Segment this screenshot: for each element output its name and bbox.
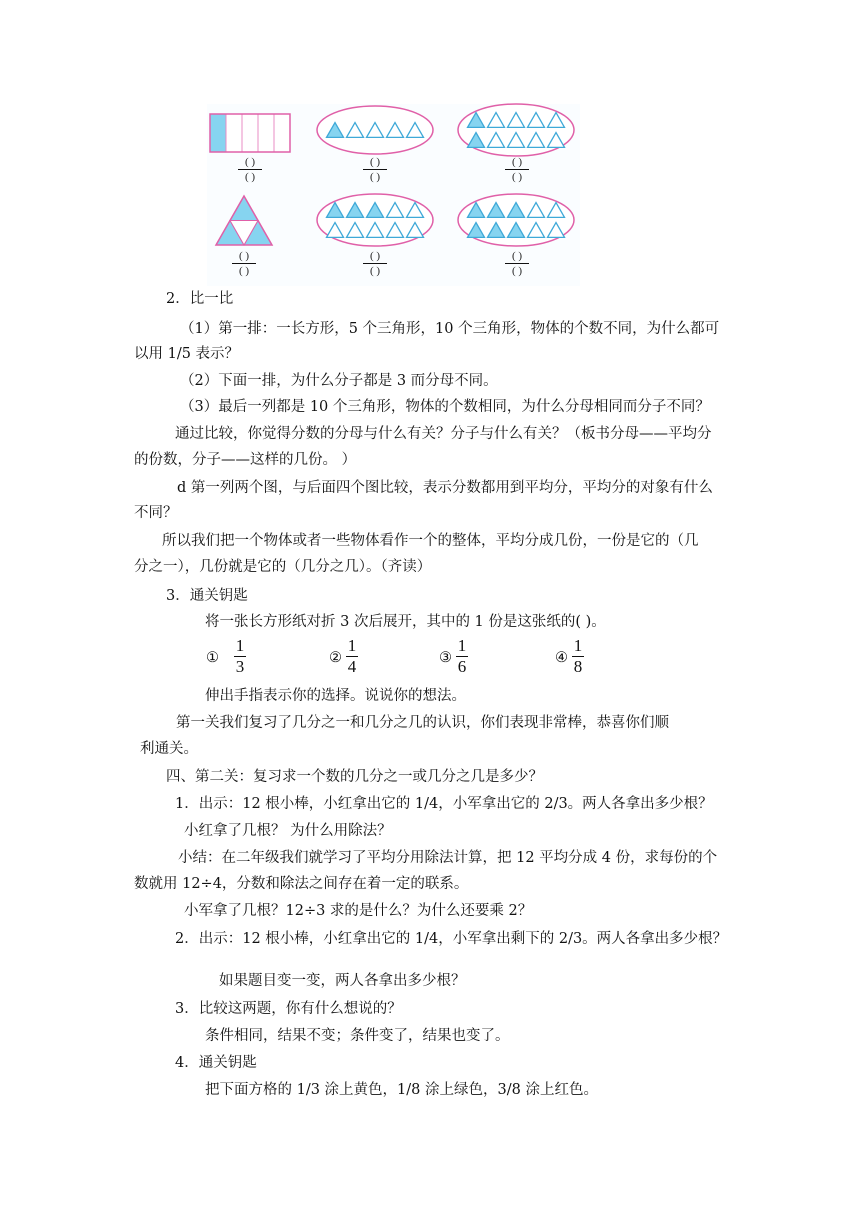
option-fraction xyxy=(572,637,584,676)
item-4-2: 2．出示：12 根小棒，小红拿出它的 1/4，小军拿出剩下的 2/3。两人各拿出多少根？ xyxy=(175,931,728,947)
summary-1-line-1: 第一关我们复习了几分之一和几分之几的认识，你们表现非常棒，恭喜你们顺 xyxy=(176,715,669,731)
paragraph-1-line-2: 的份数，分子——这样的几份。 ） xyxy=(134,452,357,468)
item-4-1-question-2: 小军拿了几根？12÷3 求的是什么？为什么还要乘 2？ xyxy=(184,903,533,919)
rectangle-part xyxy=(226,114,242,152)
blank-label: ( ) xyxy=(511,265,523,277)
numerator: 1 xyxy=(235,636,245,655)
section-2-title: 2．比一比 xyxy=(166,291,234,307)
blank-label: ( ) xyxy=(511,250,523,262)
summary-1-line-2: 利通关。 xyxy=(140,741,198,757)
option-marker: ① xyxy=(206,650,219,666)
question-1-line-2: 以用 1/5 表示？ xyxy=(134,346,240,362)
item-4-1-question: 小红拿了几根？ 为什么用除法？ xyxy=(184,823,392,839)
fraction-blank xyxy=(361,156,389,183)
denominator: 4 xyxy=(347,657,357,676)
question-2: （2）下面一排，为什么分子都是 3 而分母不同。 xyxy=(180,373,498,389)
blank-label: ( ) xyxy=(511,156,523,168)
paragraph-3-line-1: 所以我们把一个物体或者一些物体看作一个的整体，平均分成几份，一份是它的（几 xyxy=(162,533,699,549)
rectangle-part xyxy=(274,114,290,152)
option-marker: ② xyxy=(329,650,342,666)
option-fraction xyxy=(234,637,246,676)
item-4-3-answer: 条件相同，结果不变；条件变了，结果也变了。 xyxy=(205,1028,510,1044)
blank-label: ( ) xyxy=(369,250,381,262)
blank-label: ( ) xyxy=(369,171,381,183)
rectangle-part xyxy=(242,114,258,152)
numerator: 1 xyxy=(457,636,467,655)
item-4-3: 3．比较这两题，你有什么想说的？ xyxy=(175,1001,402,1017)
summary-2-line-1: 小结：在二年级我们就学习了平均分用除法计算，把 12 平均分成 4 份，求每份的个 xyxy=(178,850,718,866)
item-4-4: 4．通关钥匙 xyxy=(175,1055,257,1071)
fraction-blank xyxy=(503,156,531,183)
option-fraction xyxy=(456,637,468,676)
paragraph-2-line-1: d 第一列两个图，与后面四个图比较，表示分数都用到平均分，平均分的对象有什么 xyxy=(177,480,713,496)
section-3-follow: 伸出手指表示你的选择。说说你的想法。 xyxy=(205,688,466,704)
section-3-question: 将一张长方形纸对折 3 次后展开，其中的 1 份是这张纸的( )。 xyxy=(205,614,606,630)
denominator: 3 xyxy=(235,657,245,676)
numerator: 1 xyxy=(573,636,583,655)
option-marker: ④ xyxy=(555,650,568,666)
rectangle-part xyxy=(210,114,226,152)
blank-label: ( ) xyxy=(511,171,523,183)
paragraph-2-line-2: 不同？ xyxy=(134,505,178,521)
blank-label: ( ) xyxy=(369,156,381,168)
denominator: 8 xyxy=(573,657,583,676)
item-4-2-question: 如果题目变一变，两人各拿出多少根？ xyxy=(219,973,466,989)
item-4-1: 1．出示：12 根小棒，小红拿出它的 1/4，小军拿出它的 2/3。两人各拿出多少根？ xyxy=(175,796,713,812)
paragraph-1-line-1: 通过比较，你觉得分数的分母与什么有关？分子与什么有关？（板书分母——平均分 xyxy=(175,426,712,442)
blank-label: ( ) xyxy=(238,265,250,277)
question-1-line-1: （1）第一排：一长方形，5 个三角形，10 个三角形，物体的个数不同，为什么都可 xyxy=(180,321,720,337)
fraction-blank xyxy=(503,250,531,277)
denominator: 6 xyxy=(457,657,467,676)
fraction-blank xyxy=(361,250,389,277)
blank-label: ( ) xyxy=(244,156,256,168)
option-marker: ③ xyxy=(439,650,452,666)
fraction-blank xyxy=(230,250,258,277)
question-3: （3）最后一列都是 10 个三角形，物体的个数相同，为什么分母相同而分子不同？ xyxy=(180,399,710,415)
summary-2-line-2: 数就用 12÷4，分数和除法之间存在着一定的联系。 xyxy=(134,876,469,892)
option-fraction xyxy=(346,637,358,676)
numerator: 1 xyxy=(347,636,357,655)
blank-label: ( ) xyxy=(238,250,250,262)
item-4-4-question: 把下面方格的 1/3 涂上黄色，1/8 涂上绿色，3/8 涂上红色。 xyxy=(205,1082,598,1098)
section-3-title: 3．通关钥匙 xyxy=(166,588,248,604)
fraction-figures xyxy=(0,0,860,290)
blank-label: ( ) xyxy=(369,265,381,277)
paragraph-3-line-2: 分之一），几份就是它的（几分之几）。（齐读） xyxy=(134,559,432,575)
section-4-title: 四、第二关：复习求一个数的几分之一或几分之几是多少？ xyxy=(166,769,543,785)
rectangle-part xyxy=(258,114,274,152)
fraction-blank xyxy=(236,156,264,183)
blank-label: ( ) xyxy=(244,171,256,183)
